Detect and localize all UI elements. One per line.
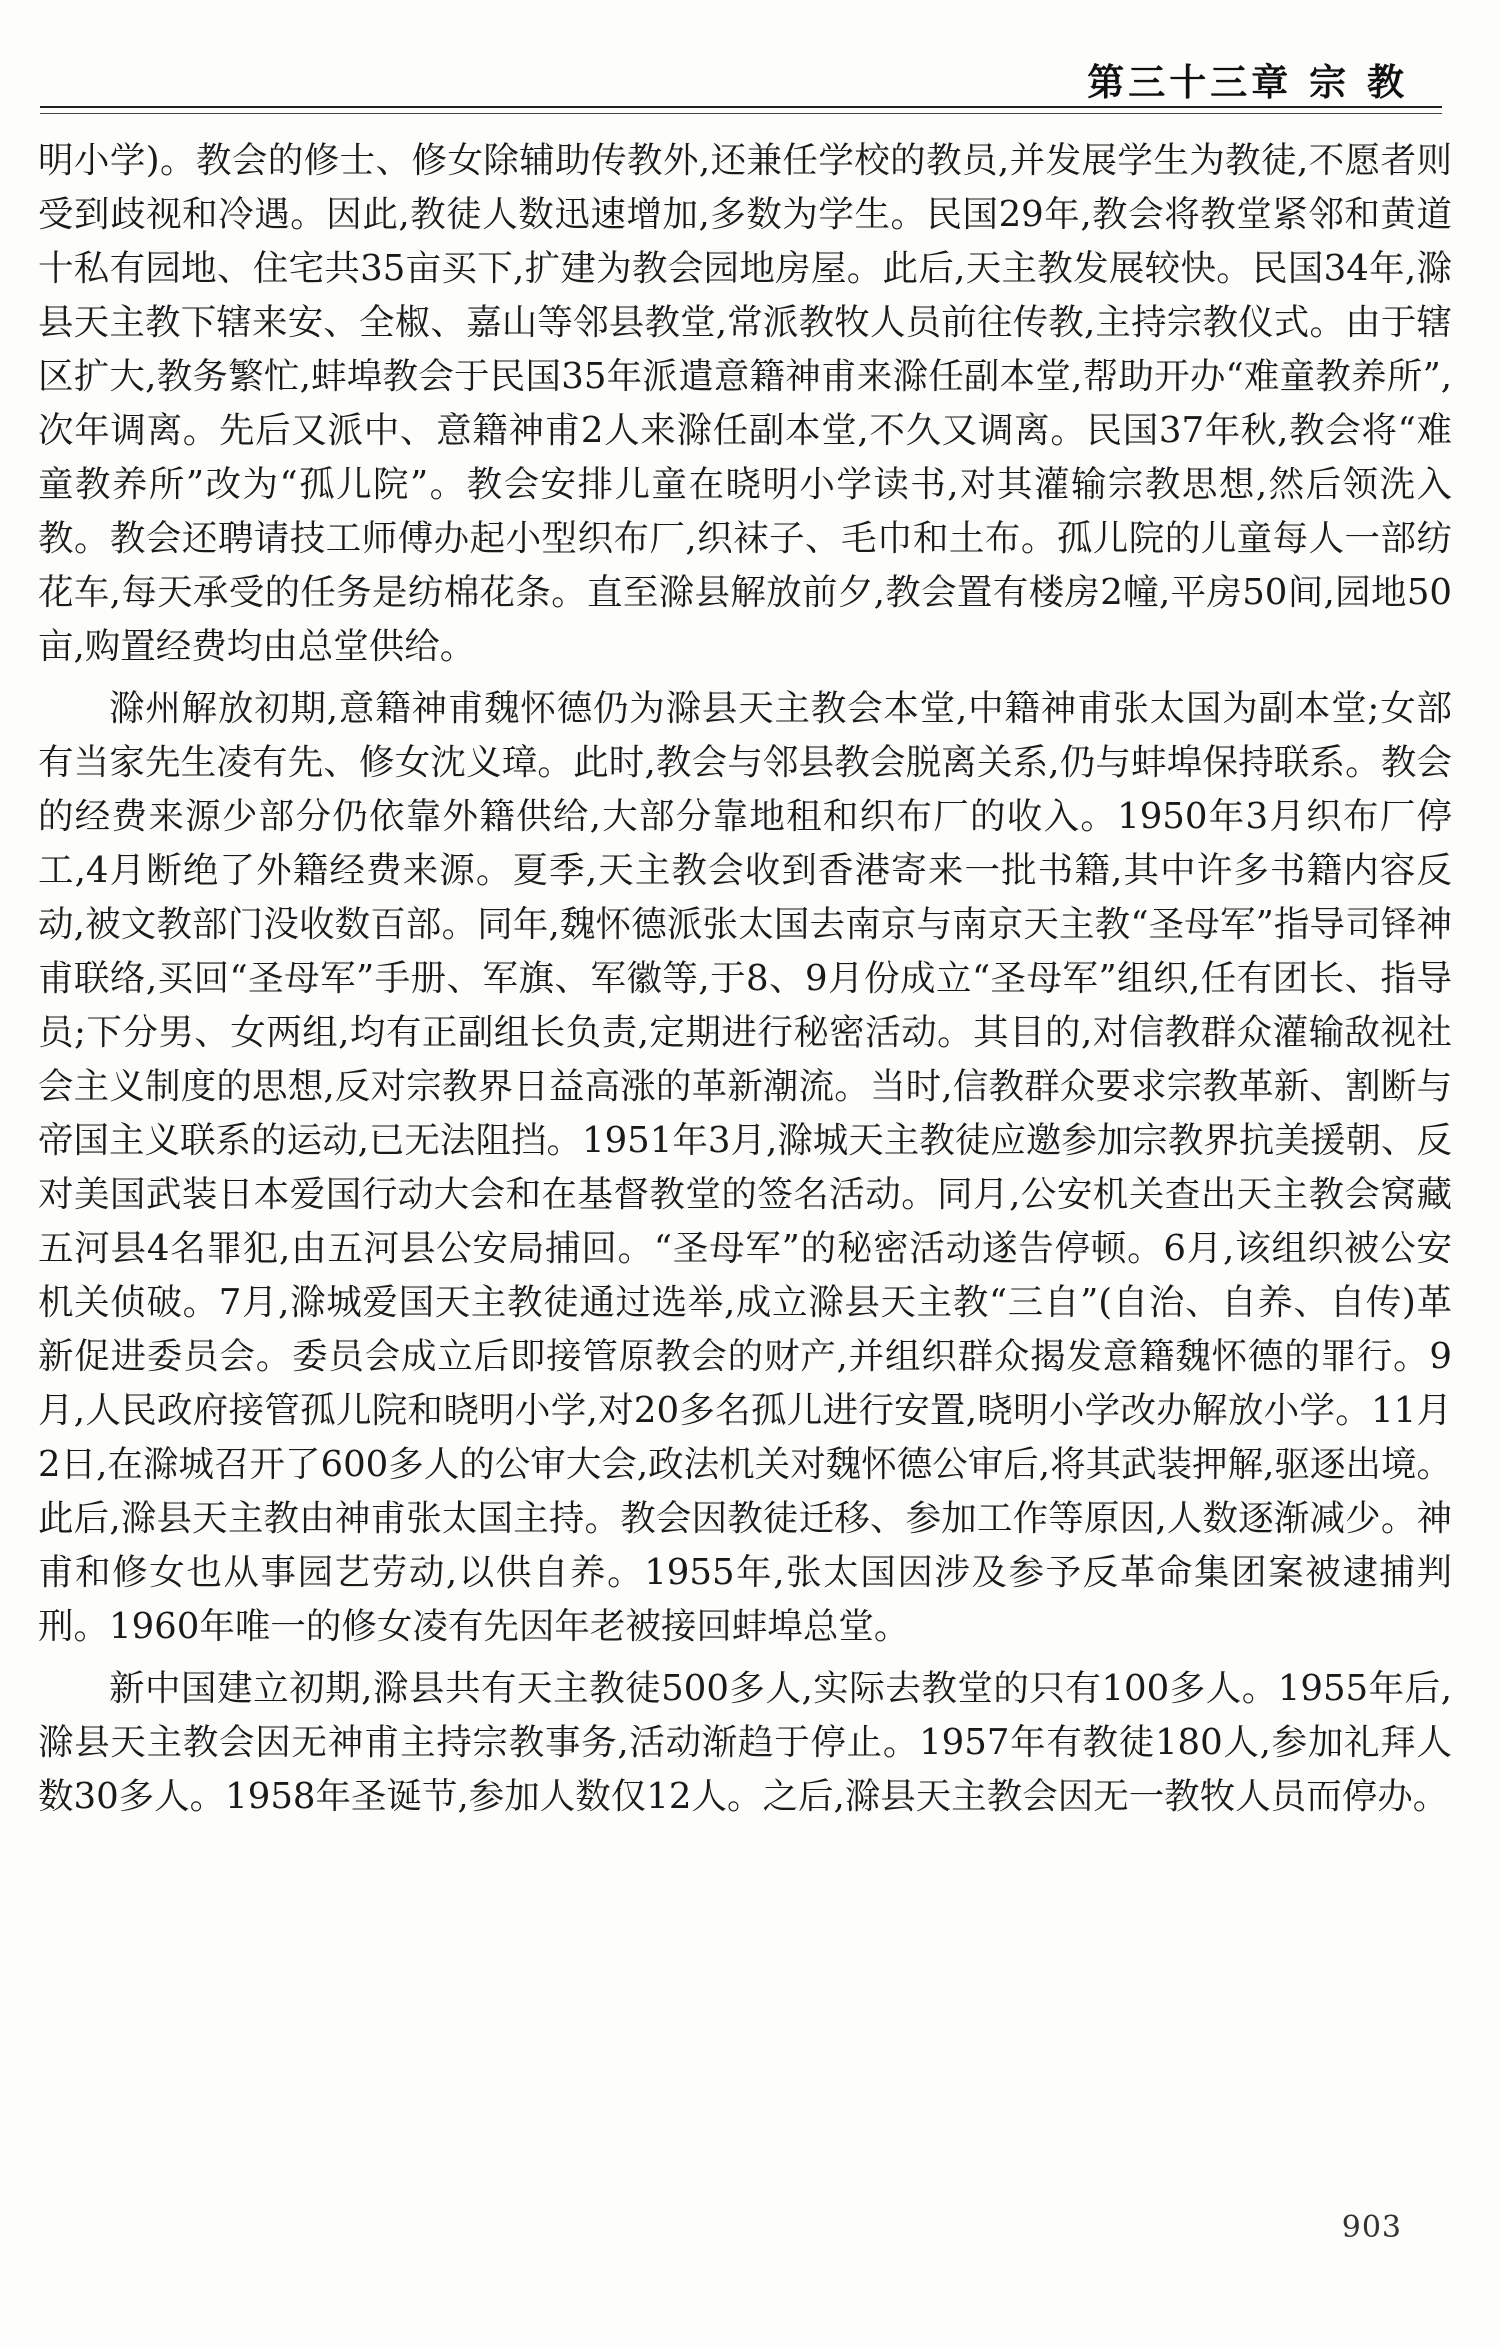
paragraph-new-china-period: 新中国建立初期,滁县共有天主教徒500多人,实际去教堂的只有100多人。1955年后,滁县天主教会因无神甫主持宗教事务,活动渐趋于停止。1957年有教徒180人,参加礼拜人数30多人。1958年圣诞节,参加人数仅12人。之后,滁县天主教会因无一教牧人员而停办。 — [38, 1668, 1452, 1817]
page-number: 903 — [1341, 2210, 1402, 2245]
paragraph-continued: 明小学)。教会的修士、修女除辅助传教外,还兼任学校的教员,并发展学生为教徒,不愿者则受到歧视和冷遇。因此,教徒人数迅速增加,多数为学生。民国29年,教会将教堂紧邻和黄道十私有园地、住宅共35亩买下,扩建为教会园地房屋。此后,天主教发展较快。民国34年,滁县天主教下辖来安、全椒、嘉山等邻县教堂,常派教牧人员前往传教,主持宗教仪式。由于辖区扩大,教务繁忙,蚌埠教会于民国35年派遣意籍神甫来滁任副本堂,帮助开办“难童教养所”,次年调离。先后又派中、意籍神甫2人来滁任副本堂,不久又调离。民国37年秋,教会将“难童教养所”改为“孤儿院”。教会安排儿童在晓明小学读书,对其灌输宗教思想,然后领洗入教。教会还聘请技工师傅办起小型织布厂,织袜子、毛巾和土布。孤儿院的儿童每人一部纺花车,每天承受的任务是纺棉花条。直至滁县解放前夕,教会置有楼房2幢,平房50间,园地50亩,购置经费均由总堂供给。 — [38, 140, 1452, 667]
body-text — [38, 134, 1452, 1832]
header-rule-thin — [40, 113, 1442, 114]
paragraph-liberation-period: 滁州解放初期,意籍神甫魏怀德仍为滁县天主教会本堂,中籍神甫张太国为副本堂;女部有当家先生凌有先、修女沈义璋。此时,教会与邻县教会脱离关系,仍与蚌埠保持联系。教会的经费来源少部分仍依靠外籍供给,大部分靠地租和织布厂的收入。1950年3月织布厂停工,4月断绝了外籍经费来源。夏季,天主教会收到香港寄来一批书籍,其中许多书籍内容反动,被文教部门没收数百部。同年,魏怀德派张太国去南京与南京天主教“圣母军”指导司铎神甫联络,买回“圣母军”手册、军旗、军徽等,于8、9月份成立“圣母军”组织,任有团长、指导员;下分男、女两组,均有正副组长负责,定期进行秘密活动。其目的,对信教群众灌输敌视社会主义制度的思想,反对宗教界日益高涨的革新潮流。当时,信教群众要求宗教革新、割断与帝国主义联系的运动,已无法阻挡。1951年3月,滁城天主教徒应邀参加宗教界抗美援朝、反对美国武装日本爱国行动大会和在基督教堂的签名活动。同月,公安机关查出天主教会窝藏五河县4名罪犯,由五河县公安局捕回。“圣母军”的秘密活动遂告停顿。6月,该组织被公安机关侦破。7月,滁城爱国天主教徒通过选举,成立滁县天主教“三自”(自治、自养、自传)革新促进委员会。委员会成立后即接管原教会的财产,并组织群众揭发意籍魏怀德的罪行。9月,人民政府接管孤儿院和晓明小学,对20多名孤儿进行安置,晓明小学改办解放小学。11月2日,在滁城召开了600多人的公审大会,政法机关对魏怀德公审后,将其武装押解,驱逐出境。此后,滁县天主教由神甫张太国主持。教会因教徒迁移、参加工作等原因,人数逐渐减少。神甫和修女也从事园艺劳动,以供自养。1955年,张太国因涉及参予反革命集团案被逮捕判刑。1960年唯一的修女凌有先因年老被接回蚌埠总堂。 — [38, 688, 1452, 1647]
chapter-running-head: 第三十三章 宗 教 — [1087, 60, 1408, 104]
header-rule-thick — [40, 106, 1442, 108]
